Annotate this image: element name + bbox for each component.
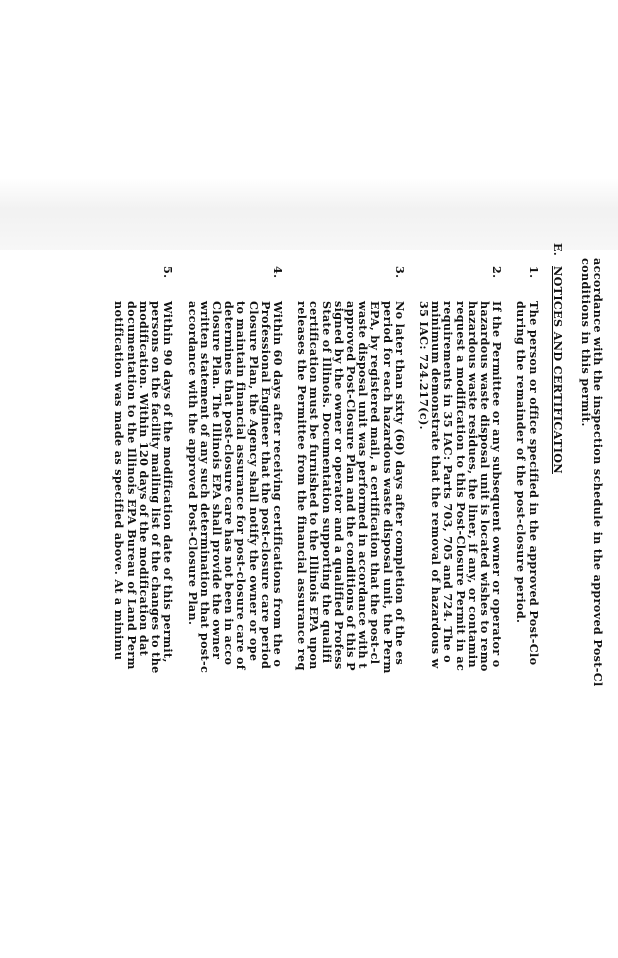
item-line: Within 60 days after receiving certifications from the o [270,301,285,668]
item-line: Within 90 days of the modification date of this permit, [161,301,176,663]
item-line: Closure Plan, the Agency shall notify the owner or ope [246,301,261,662]
item-line: Professional Engineer that the post-closure care period [258,301,273,670]
item-line: written statement of any such determination that post-c [197,301,212,674]
item-line: documentation to the Illinois EPA Bureau of Land Perm [124,301,139,670]
item-line: Closure Plan. The Illinois EPA shall provide the owner [209,301,224,660]
item-line: hazardous waste residues, the liner, if any, or contamin [465,301,480,668]
item-line: If the Permittee or any subsequent owner or operator o [490,301,505,668]
item-line: period for each hazardous waste disposal unit, the Perm [380,301,395,674]
section-letter: E. [550,243,565,257]
item-line: persons on the facility mailing list of the changes to the [149,301,164,674]
item-line: EPA, by registered mail, a certification that the post-cl [368,301,383,665]
item-number: 1. [526,266,541,279]
list-item [296,258,406,958]
item-line: accordance with the approved Post-Closure Plan. [185,301,200,626]
list-item [515,258,539,958]
item-line: The person or office specified in the approved Post-Clo [526,301,541,666]
item-number: 2. [490,266,505,279]
item-line: releases the Permittee from the financial assurance req [295,301,310,671]
item-line: notification was made as specified above. At a minimu [112,301,127,661]
item-line: modification. Within 120 days of the modification dat [136,301,151,657]
item-line: approved Post-Closure Plan and the conditions of this P [343,301,358,671]
item-line: determines that post-closure care has not been in acco [222,301,237,666]
item-line: during the remainder of the post-closure period. [514,301,529,624]
item-line: request a modification to this Post-Closure Permit in ac [453,301,468,672]
item-number: 5. [161,266,176,279]
list-item [113,258,174,958]
continuation-line: conditions in this permit. [578,258,593,427]
item-line: No later than sixty (60) days after completion of the es [392,301,407,666]
item-line: to maintain financial assurance for post-closure care of [234,301,249,670]
item-number: 4. [270,266,285,279]
item-line: signed by the owner or operator and a qualified Profess [331,301,346,670]
section-heading [550,243,565,958]
item-line: requirements in 35 IAC: Parts 703, 705 and 724. The o [441,301,456,663]
item-line: minimum demonstrate that the removal of hazardous w [429,301,444,669]
document-text-block [112,243,605,958]
section-title: NOTICES AND CERTIFICATION [550,266,565,474]
item-line: State of Illinois. Documentation supporting the qualifi [319,301,334,664]
item-line: hazardous waste disposal unit is located wishes to remo [477,301,492,672]
continuation-line: accordance with the inspection schedule in the approved Post-Cl [591,258,605,687]
list-item [186,258,284,958]
list-item [418,258,503,958]
item-line: waste disposal unit was performed in accordance with t [356,301,371,669]
item-number: 3. [392,266,407,279]
item-line: certification must be furnished to the Illinois EPA upon [307,301,322,670]
item-line: 35 IAC: 724.217(c). [416,301,431,430]
